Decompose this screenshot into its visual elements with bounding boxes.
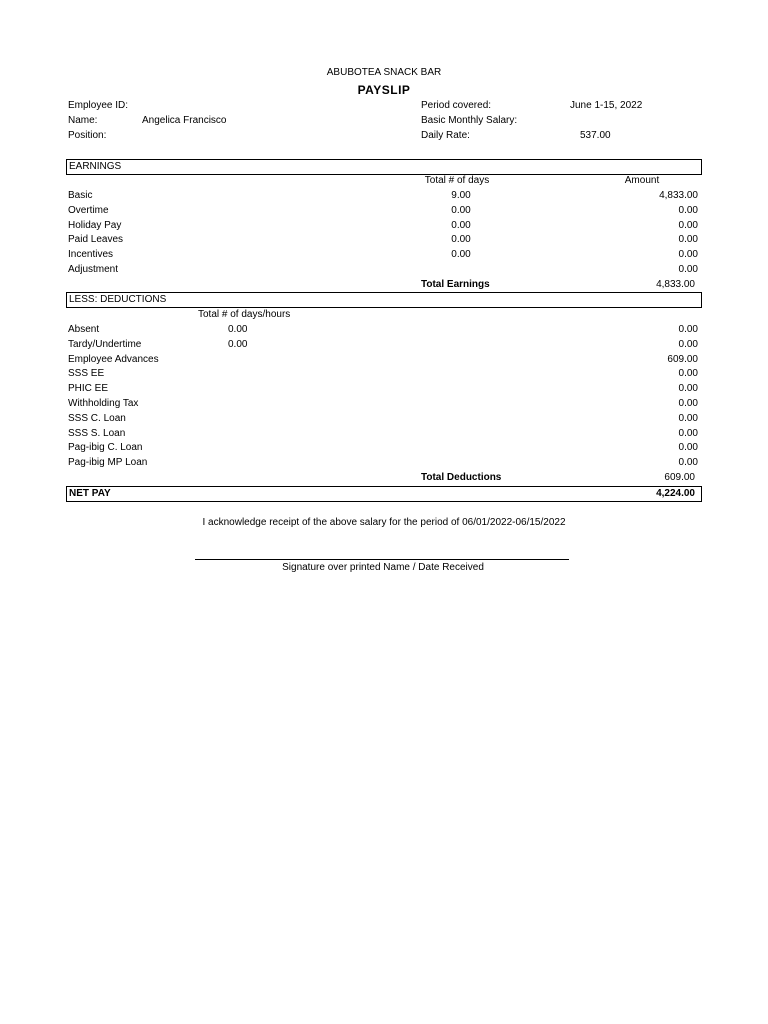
earnings-section-label: EARNINGS <box>69 161 122 172</box>
deductions-row-label: SSS C. Loan <box>68 412 126 424</box>
total-deductions-label: Total Deductions <box>421 472 502 483</box>
earnings-row-amount: 0.00 <box>678 264 698 275</box>
earnings-amount-header: Amount <box>624 175 660 186</box>
earnings-days-header: Total # of days <box>424 175 490 186</box>
earnings-row-amount: 0.00 <box>678 249 698 261</box>
deductions-row-amount: 0.00 <box>678 457 698 469</box>
earnings-row-label: Overtime <box>68 204 109 216</box>
earnings-row-days: 0.00 <box>451 249 471 261</box>
company-name: ABUBOTEA SNACK BAR <box>326 67 442 78</box>
total-deductions-value: 609.00 <box>664 472 695 483</box>
deductions-section-label: LESS: DEDUCTIONS <box>69 294 167 305</box>
period-label: Period covered: <box>421 100 492 111</box>
earnings-row-days: 9.00 <box>451 190 471 201</box>
net-pay-value: 4,224.00 <box>656 488 695 499</box>
earnings-row-days: 0.00 <box>451 219 471 231</box>
earnings-row-amount: 4,833.00 <box>659 190 698 201</box>
document-title: PAYSLIP <box>357 83 411 97</box>
daily-rate-value: 537.00 <box>580 130 611 141</box>
earnings-row-amount: 0.00 <box>678 219 698 231</box>
monthly-salary-label: Basic Monthly Salary: <box>421 115 518 126</box>
employee-name-value: Angelica Francisco <box>142 115 227 126</box>
deductions-row-amount: 0.00 <box>678 442 698 454</box>
earnings-row-label: Basic <box>68 190 93 201</box>
daily-rate-label: Daily Rate: <box>421 130 470 141</box>
earnings-row-days: 0.00 <box>451 234 471 246</box>
deductions-row-amount: 0.00 <box>678 338 698 350</box>
earnings-row-label: Paid Leaves <box>68 234 124 246</box>
deductions-row-label: Pag-ibig C. Loan <box>68 442 143 454</box>
total-earnings-label: Total Earnings <box>421 279 490 290</box>
earnings-row-label: Incentives <box>68 249 114 261</box>
earnings-row-amount: 0.00 <box>678 234 698 246</box>
earnings-row-days: 0.00 <box>451 204 471 216</box>
deductions-row-amount: 609.00 <box>667 353 698 365</box>
deductions-row-label: PHIC EE <box>68 383 109 395</box>
employee-id-label: Employee ID: <box>68 100 129 111</box>
deductions-section-header <box>66 292 702 308</box>
total-earnings-value: 4,833.00 <box>656 279 695 290</box>
acknowledgement-text: I acknowledge receipt of the above salary for the period of 06/01/2022-06/15/2022 <box>202 517 566 528</box>
deductions-row-label: Employee Advances <box>68 353 159 365</box>
earnings-row-label: Adjustment <box>68 264 119 275</box>
deductions-row-label: Tardy/Undertime <box>68 338 142 350</box>
deductions-row-amount: 0.00 <box>678 368 698 380</box>
net-pay-label: NET PAY <box>69 488 111 499</box>
deductions-row-days: 0.00 <box>228 324 248 335</box>
deductions-row-label: Withholding Tax <box>68 398 139 409</box>
deductions-row-label: Pag-ibig MP Loan <box>68 457 148 469</box>
deductions-row-amount: 0.00 <box>678 412 698 424</box>
net-pay-row <box>66 486 702 502</box>
deductions-row-amount: 0.00 <box>678 324 698 335</box>
deductions-row-amount: 0.00 <box>678 383 698 395</box>
period-value: June 1-15, 2022 <box>570 100 643 111</box>
deductions-row-label: SSS S. Loan <box>68 427 126 439</box>
earnings-row-amount: 0.00 <box>678 204 698 216</box>
deductions-row-amount: 0.00 <box>678 398 698 409</box>
earnings-section-header <box>66 159 702 175</box>
deductions-row-label: SSS EE <box>68 368 105 380</box>
deductions-row-label: Absent <box>68 324 100 335</box>
signature-line <box>195 559 569 560</box>
signature-caption: Signature over printed Name / Date Received <box>282 562 484 573</box>
deductions-row-amount: 0.00 <box>678 427 698 439</box>
earnings-row-label: Holiday Pay <box>68 219 122 231</box>
position-label: Position: <box>68 130 107 141</box>
deductions-row-days: 0.00 <box>228 338 248 350</box>
employee-name-label: Name: <box>68 115 98 126</box>
deductions-days-header: Total # of days/hours <box>198 309 291 320</box>
